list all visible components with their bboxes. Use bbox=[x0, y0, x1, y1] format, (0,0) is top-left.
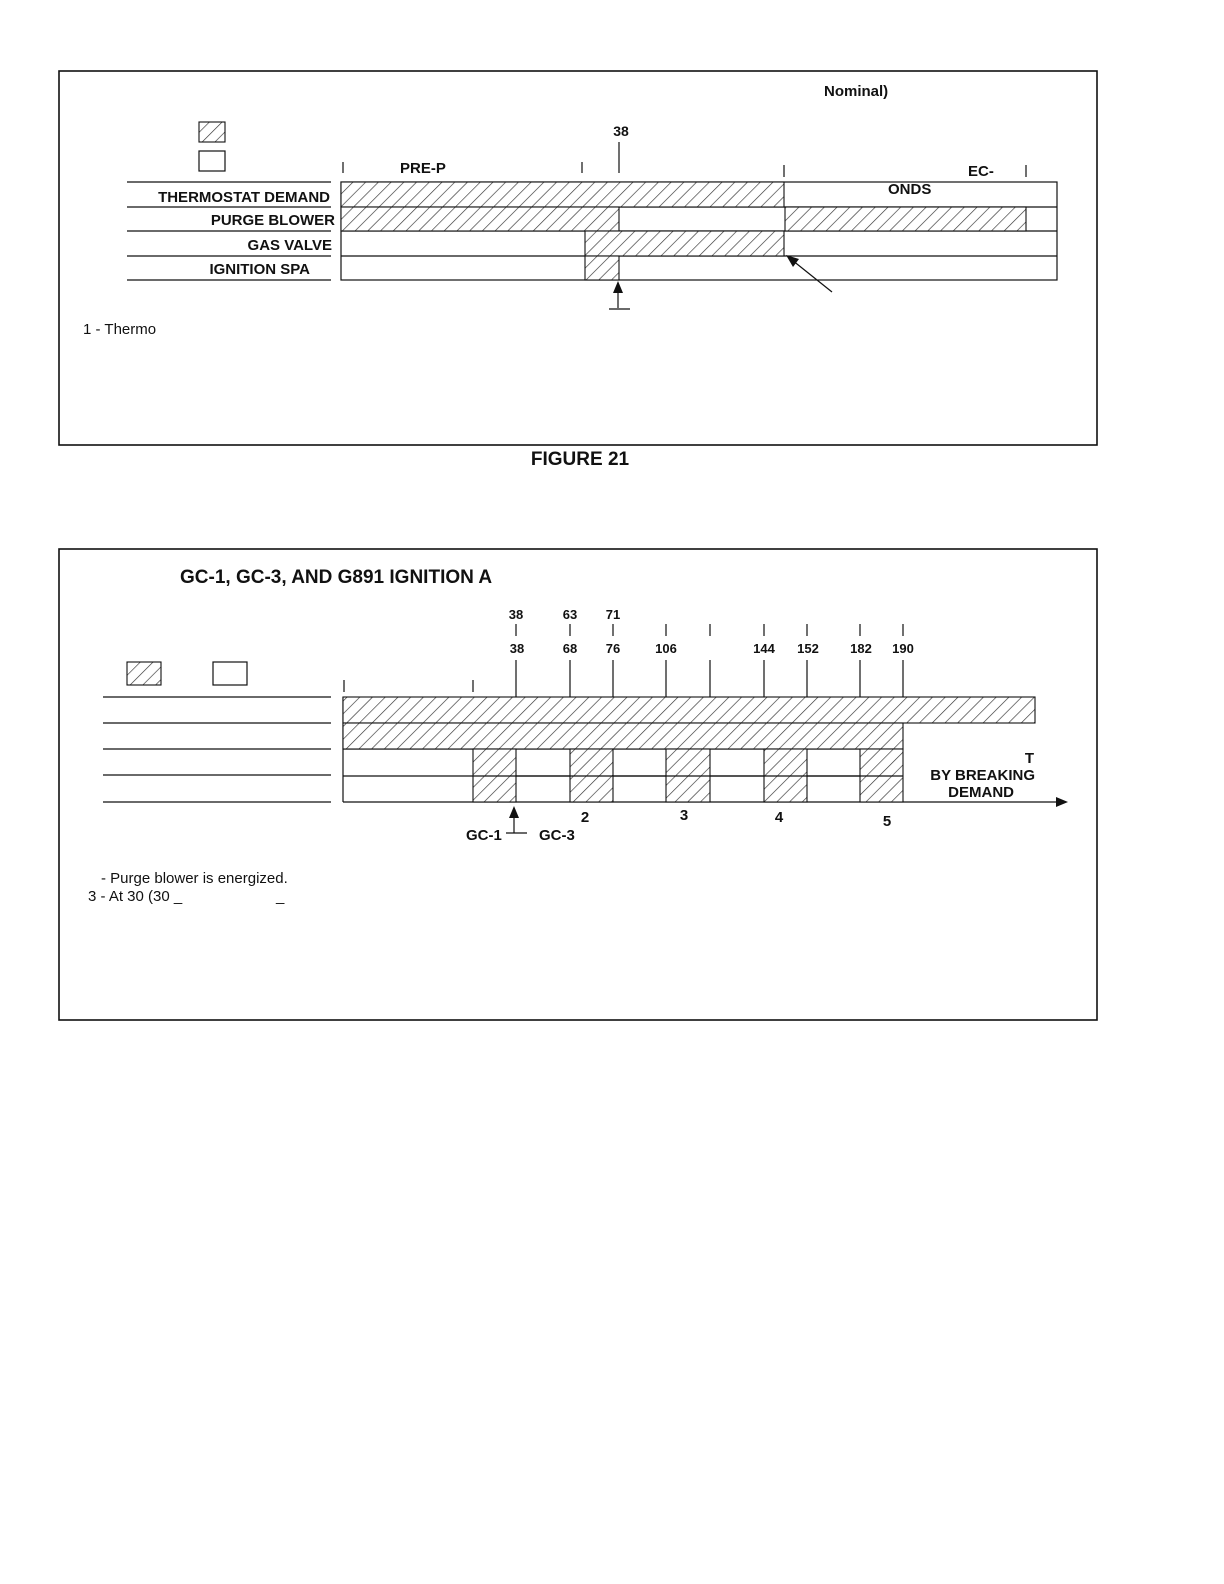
bar-thermostat-demand bbox=[341, 182, 784, 207]
tick-bottom-label: 106 bbox=[655, 641, 677, 656]
note-3-tail: _ bbox=[276, 888, 285, 905]
note-3: 3 - At 30 (30 _ bbox=[88, 888, 183, 905]
legend-on-swatch bbox=[199, 122, 225, 142]
row-label-thermostat-demand: THERMOSTAT DEMAND bbox=[158, 189, 330, 206]
trial-number: 3 bbox=[679, 807, 689, 824]
pre-purge-label: PRE-P bbox=[400, 160, 446, 177]
arrow-head bbox=[613, 281, 623, 293]
bar-ignition-spark bbox=[585, 256, 619, 280]
arrow-head bbox=[786, 255, 799, 267]
tick-bottom-label: 182 bbox=[850, 641, 872, 656]
figure-21 bbox=[59, 71, 1097, 445]
time-axis-arrow-icon bbox=[1056, 797, 1068, 807]
nominal-label: Nominal) bbox=[824, 83, 889, 100]
tick-top-label: 38 bbox=[508, 607, 524, 622]
bar-purge-blower-post bbox=[785, 207, 1026, 231]
figure-22 bbox=[59, 549, 1097, 1020]
tick-top-label: 63 bbox=[562, 607, 578, 622]
legend-off-swatch bbox=[199, 151, 225, 171]
note-1: 1 - Thermo bbox=[83, 321, 157, 338]
gc-1-label: GC-1 bbox=[466, 827, 502, 844]
trial-number: 4 bbox=[774, 809, 784, 826]
bar-gas-valve bbox=[585, 231, 784, 256]
end-note-line-3: DEMAND bbox=[948, 784, 1014, 801]
tick-38-label: 38 bbox=[613, 123, 629, 139]
tick-bottom-label: 76 bbox=[605, 641, 621, 656]
tick-bottom-label: 68 bbox=[562, 641, 578, 656]
end-note-line-1: T bbox=[1024, 750, 1034, 767]
legend-on-swatch bbox=[127, 662, 161, 685]
legend-off-swatch bbox=[213, 662, 247, 685]
row-label-purge-blower: PURGE BLOWER bbox=[210, 212, 335, 229]
post-purge-label-top: EC- bbox=[968, 163, 994, 180]
tick-top-label: 71 bbox=[605, 607, 621, 622]
trial-number: 2 bbox=[580, 809, 590, 826]
tick-bottom-label: 190 bbox=[892, 641, 914, 656]
post-purge-label-bottom: ONDS bbox=[888, 181, 932, 198]
row-label-ignition-spark: IGNITION SPA bbox=[209, 261, 310, 278]
tick-bottom-label: 144 bbox=[753, 641, 775, 656]
bar-purge-blower bbox=[343, 723, 903, 749]
figure-22-title: GC-1, GC-3, AND G891 IGNITION A bbox=[180, 567, 493, 588]
trial-number: 5 bbox=[882, 813, 892, 830]
figure-21-caption: FIGURE 21 bbox=[530, 449, 630, 470]
note-purge: - Purge blower is energized. bbox=[101, 870, 288, 887]
gc-3-label: GC-3 bbox=[539, 827, 575, 844]
demand-end-arrow bbox=[792, 260, 832, 292]
end-note-line-2: BY BREAKING bbox=[930, 767, 1035, 784]
row-label-gas-valve: GAS VALVE bbox=[247, 237, 332, 254]
tick-bottom-label: 152 bbox=[797, 641, 819, 656]
tick-bottom-label: 38 bbox=[509, 641, 525, 656]
arrow-head bbox=[509, 806, 519, 818]
bar-thermostat-demand bbox=[343, 697, 1035, 723]
bar-purge-blower-pre bbox=[341, 207, 619, 231]
